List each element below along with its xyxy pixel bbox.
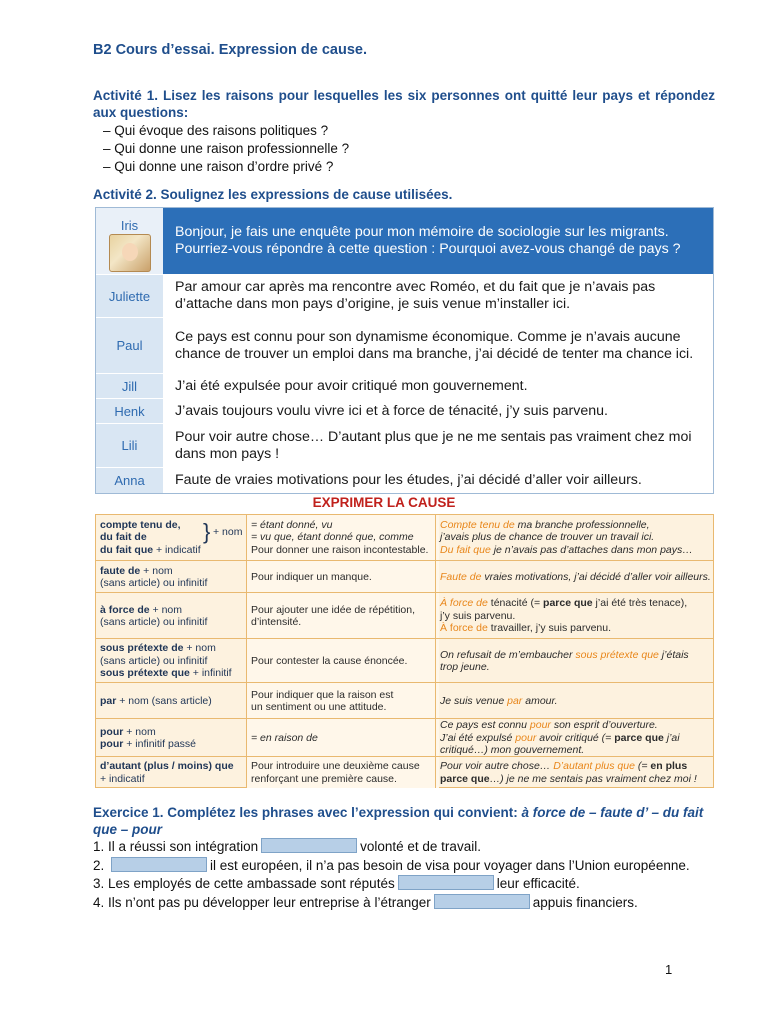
fill-in-blank[interactable] bbox=[261, 838, 357, 853]
expression-cell bbox=[100, 683, 245, 719]
highlight-expression: Du fait que bbox=[440, 543, 491, 556]
usage-text: Pour indiquer que la raison est bbox=[251, 688, 394, 701]
expression-note: + nom bbox=[183, 642, 216, 655]
usage-text: d’intensité. bbox=[251, 616, 302, 628]
highlight-expression: pour bbox=[529, 719, 551, 732]
activity-1-instructions: Activité 1. Lisez les raisons pour lesquelles les six personnes ont quitté leur pays et répondez aux questions: bbox=[93, 88, 715, 120]
item-number: 1. bbox=[93, 839, 105, 854]
usage-cell bbox=[246, 757, 439, 788]
usage-cell bbox=[246, 639, 439, 683]
usage-text: Pour introduire une deuxième cause bbox=[251, 760, 420, 772]
example-text: (= bbox=[634, 760, 651, 772]
highlight-expression: sous prétexte que bbox=[575, 648, 659, 661]
item-number: 4. bbox=[93, 894, 105, 910]
expression-text: faute de bbox=[100, 564, 141, 577]
list-item bbox=[93, 857, 723, 876]
list-item bbox=[93, 894, 723, 913]
usage-cell bbox=[246, 561, 439, 593]
question-item: – Qui évoque des raisons politiques ? bbox=[103, 123, 329, 138]
list-item bbox=[93, 875, 723, 894]
expression-text: sous prétexte de bbox=[100, 642, 184, 655]
usage-text: Pour ajouter une idée de répétition, bbox=[251, 603, 416, 616]
table-row bbox=[96, 756, 713, 788]
highlight-expression: À force de bbox=[440, 622, 488, 635]
speaker-name: Juliette bbox=[96, 275, 163, 317]
exercise-options: à force de – faute d’ – du fait que – pour bbox=[93, 805, 704, 837]
usage-text: renforçant une première cause. bbox=[251, 772, 397, 785]
example-text: Pour voir autre chose… bbox=[440, 760, 554, 772]
example-text: son esprit d’ouverture. bbox=[550, 719, 658, 732]
question-item: – Qui donne une raison professionnelle ? bbox=[103, 141, 350, 156]
speaker-text: J’avais toujours voulu vivre ici et à force de ténacité, j’y suis parvenu. bbox=[175, 402, 608, 419]
example-text: Je suis venue bbox=[440, 694, 508, 707]
expression-text: pour bbox=[100, 725, 124, 738]
dialogue-row bbox=[96, 424, 713, 468]
expression-text: compte tenu de, bbox=[100, 518, 181, 531]
speaker-text: Bonjour, je fais une enquête pour mon mémoire de sociologie sur les migrants. Pourriez-vous répondre à cette question : Pourquoi avez-vous changé de pays ? bbox=[175, 224, 681, 257]
usage-text: Pour donner une raison incontestable. bbox=[251, 543, 429, 556]
example-text: travailler, j’y suis parvenu. bbox=[487, 622, 612, 635]
example-text: j’étais bbox=[658, 648, 689, 661]
example-cell bbox=[435, 593, 713, 639]
speaker-text: J’ai été expulsée pour avoir critiqué mon gouvernement. bbox=[175, 377, 528, 394]
expression-cell bbox=[100, 719, 245, 757]
expression-note: + nom (sans article) bbox=[116, 694, 212, 707]
example-text: parce que bbox=[614, 731, 664, 744]
highlight-expression: par bbox=[507, 694, 523, 707]
dialogue-row bbox=[96, 374, 713, 399]
usage-text: Pour contester la cause énoncée. bbox=[251, 654, 408, 667]
expression-note: + infinitif passé bbox=[123, 738, 196, 750]
expression-text: par bbox=[100, 694, 117, 707]
item-text: appuis financiers. bbox=[532, 894, 638, 910]
speaker-name: Anna bbox=[96, 468, 163, 493]
speaker-text: Faute de vraies motivations pour les études, j’ai décidé d’aller voir ailleurs. bbox=[175, 472, 642, 488]
speaker-text: Par amour car après ma rencontre avec Roméo, et du fait que je n’avais pas d’attache dans mon pays d’origine, je suis venue m’installer ici. bbox=[175, 279, 656, 312]
example-text: ténacité (= bbox=[487, 597, 544, 610]
item-number: 2. bbox=[93, 857, 105, 873]
example-text: …) je ne me sentais pas vraiment chez moi ! bbox=[489, 772, 697, 785]
expression-cell bbox=[100, 593, 245, 639]
item-text: Les employés de cette ambassade sont réputés bbox=[108, 876, 395, 891]
dialogue-row bbox=[96, 275, 713, 318]
avatar bbox=[109, 234, 151, 272]
usage-text: = en raison de bbox=[251, 731, 318, 744]
dialogue-row bbox=[96, 399, 713, 424]
speaker-name: Paul bbox=[96, 318, 163, 373]
example-text: en plus bbox=[650, 760, 688, 772]
dialogue-row bbox=[96, 468, 713, 493]
exercise-list bbox=[93, 838, 723, 912]
usage-text: = vu que, étant donné que, comme bbox=[251, 531, 414, 544]
activity-2-instructions: Activité 2. Soulignez les expressions de cause utilisées. bbox=[93, 187, 453, 202]
item-number: 3. bbox=[93, 876, 105, 891]
example-text: ma branche professionnelle, bbox=[514, 518, 650, 531]
speaker-name: Lili bbox=[96, 424, 163, 467]
item-text: Ils n’ont pas pu développer leur entreprise à l’étranger bbox=[108, 894, 431, 910]
dialogue-row bbox=[96, 318, 713, 374]
expression-note: + indicatif bbox=[100, 772, 145, 785]
expression-note: + nom bbox=[123, 725, 156, 738]
expression-note: + nom bbox=[140, 564, 173, 577]
highlight-expression: pour bbox=[515, 731, 537, 744]
example-cell bbox=[435, 561, 713, 593]
usage-text: = étant donné, vu bbox=[251, 518, 333, 531]
example-text: j’ai été très tenace), bbox=[592, 597, 688, 610]
expression-note: + indicatif bbox=[153, 543, 201, 556]
expression-note: + nom bbox=[149, 603, 183, 616]
usage-cell bbox=[246, 719, 439, 757]
expression-note: (sans article) ou infinitif bbox=[100, 616, 208, 628]
table-row bbox=[96, 560, 713, 593]
example-text: vraies motivations, j’ai décidé d’aller voir ailleurs. bbox=[481, 570, 711, 583]
example-text: J’ai été expulsé bbox=[440, 731, 516, 744]
usage-cell bbox=[246, 515, 439, 560]
expression-note: (sans article) ou infinitif bbox=[100, 654, 208, 667]
fill-in-blank[interactable] bbox=[398, 875, 494, 890]
example-text: parce que bbox=[440, 772, 490, 785]
example-text: je n’avais pas d’attaches dans mon pays… bbox=[490, 543, 693, 556]
usage-text: Pour indiquer un manque. bbox=[251, 570, 372, 583]
expression-note: + nom bbox=[213, 526, 243, 538]
example-text: critiqué…) mon gouvernement. bbox=[440, 744, 585, 757]
example-text: parce que bbox=[543, 597, 593, 610]
expression-text: du fait de bbox=[100, 531, 147, 544]
question-item: – Qui donne une raison d’ordre privé ? bbox=[103, 159, 334, 174]
table-row bbox=[96, 682, 713, 719]
highlight-expression: Compte tenu de bbox=[440, 518, 515, 531]
cause-table-title: EXPRIMER LA CAUSE bbox=[312, 495, 456, 510]
expression-text: pour bbox=[100, 738, 124, 750]
expression-text: du fait que bbox=[100, 543, 154, 556]
table-row bbox=[96, 592, 713, 639]
expression-text: sous prétexte que bbox=[100, 667, 190, 680]
example-cell bbox=[435, 639, 713, 683]
example-text: On refusait de m’embaucher bbox=[440, 648, 576, 661]
question-list bbox=[103, 122, 349, 176]
speaker-text: Ce pays est connu pour son dynamisme économique. Comme je n’avais aucune chance de trouver un emploi dans ma branche, j’ai décidé de tenter ma chance ici. bbox=[175, 328, 694, 362]
brace-icon: } bbox=[203, 519, 211, 544]
speaker-name: Jill bbox=[96, 374, 163, 398]
expression-text: d’autant (plus / moins) que bbox=[100, 760, 234, 772]
dialogue-row-iris bbox=[96, 208, 713, 275]
exercise-intro: Exercice 1. Complétez les phrases avec l’expression qui convient: bbox=[93, 805, 522, 820]
item-text: leur efficacité. bbox=[496, 876, 580, 891]
example-cell bbox=[435, 515, 713, 560]
speaker-name: Henk bbox=[96, 399, 163, 423]
table-row bbox=[96, 515, 713, 560]
example-text: amour. bbox=[522, 694, 558, 707]
expression-cell bbox=[100, 639, 245, 683]
expression-cell bbox=[100, 561, 245, 593]
example-text: j’y suis parvenu. bbox=[440, 609, 516, 622]
example-text: j’ai bbox=[663, 731, 680, 744]
exercise-instructions bbox=[93, 804, 715, 838]
example-text: Ce pays est connu bbox=[440, 719, 530, 732]
dialogue-table bbox=[95, 207, 714, 494]
usage-cell bbox=[246, 593, 439, 639]
list-item bbox=[93, 838, 723, 857]
table-row bbox=[96, 638, 713, 683]
item-text: Il a réussi son intégration bbox=[108, 839, 259, 854]
highlight-expression: Faute de bbox=[440, 570, 482, 583]
page-title: B2 Cours d’essai. Expression de cause. bbox=[93, 42, 368, 58]
example-text: j’avais plus de chance de trouver un travail ici. bbox=[440, 531, 655, 544]
fill-in-blank[interactable] bbox=[111, 857, 207, 872]
usage-text: un sentiment ou une attitude. bbox=[251, 701, 387, 713]
page-number: 1 bbox=[665, 962, 673, 977]
cause-table bbox=[95, 514, 714, 788]
highlight-expression: À force de bbox=[440, 597, 488, 610]
expression-note: + infinitif bbox=[189, 667, 232, 680]
expression-cell bbox=[100, 757, 245, 788]
table-row bbox=[96, 718, 713, 757]
usage-cell bbox=[246, 683, 439, 719]
speaker-name-text: Iris bbox=[120, 218, 139, 233]
expression-note: (sans article) ou infinitif bbox=[100, 577, 208, 589]
highlight-expression: D’autant plus que bbox=[553, 760, 635, 772]
example-text: avoir critiqué (= bbox=[536, 731, 615, 744]
fill-in-blank[interactable] bbox=[434, 894, 530, 909]
example-cell bbox=[435, 719, 713, 757]
example-cell bbox=[435, 757, 713, 788]
example-text: trop jeune. bbox=[440, 661, 490, 673]
item-text: volonté et de travail. bbox=[360, 839, 481, 854]
item-text: il est européen, il n’a pas besoin de visa pour voyager dans l’Union européenne. bbox=[210, 857, 690, 873]
example-cell bbox=[435, 683, 713, 719]
speaker-text: Pour voir autre chose… D’autant plus que je ne me sentais pas vraiment chez moi dans mon pays ! bbox=[175, 428, 692, 462]
expression-text: à force de bbox=[100, 603, 150, 616]
